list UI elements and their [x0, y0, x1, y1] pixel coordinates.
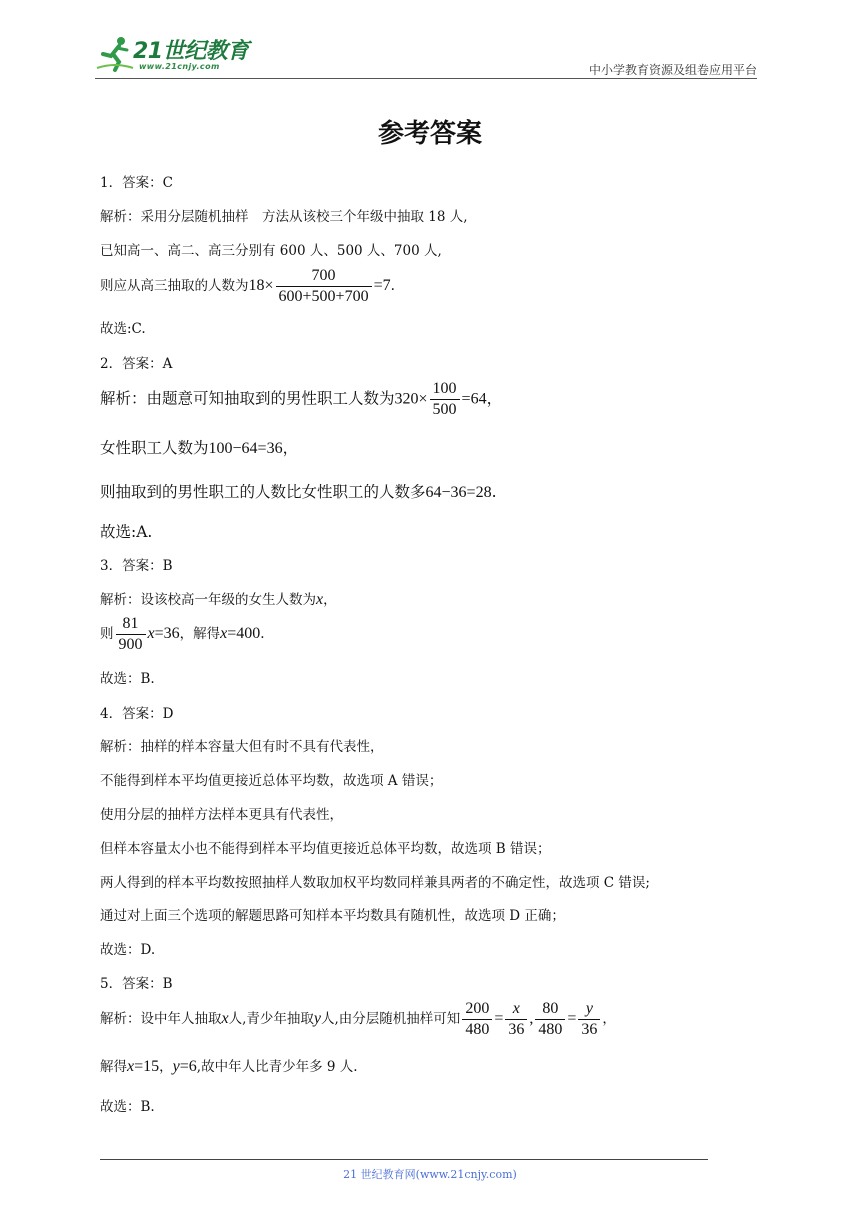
q1-line-3-text: 则应从高三抽取的人数为 [100, 278, 249, 294]
q2-math-a: 320× [394, 390, 428, 408]
q3-line-1-text: 解析：设该校高一年级的女生人数为 [100, 592, 316, 608]
page-title: 参考答案 [377, 119, 482, 149]
q1-numerator: 700 [276, 267, 372, 287]
q5-f2-denominator: 36 [508, 1021, 525, 1038]
q1-fraction [276, 267, 372, 306]
q5-fraction-2 [505, 1000, 527, 1039]
q1-line-3 [100, 267, 395, 306]
q5-text-b: 人,青少年抽取 [228, 1011, 314, 1027]
q5-text-c: 人,由分层随机抽样可知 [321, 1011, 461, 1027]
q3-answer: 3．答案：B [100, 558, 173, 574]
q3-line-2 [100, 615, 265, 654]
q5-line-2-end: ,故中年人比青少年多 9 人. [196, 1059, 358, 1075]
q5-y-value: =6 [179, 1058, 197, 1075]
q3-x2: x [220, 625, 228, 642]
q1-math-b: =7 [373, 277, 391, 294]
q2-line-3 [100, 482, 497, 503]
site-logo [95, 34, 265, 78]
q3-line-2-end: . [260, 626, 265, 642]
q5-text-a: 解析：设中年人抽取 [100, 1011, 222, 1027]
q1-denominator: 600+500+700 [278, 288, 369, 305]
runner-icon [95, 34, 135, 74]
q4-line-5: 两人得到的样本平均数按照抽样人数取加权平均数同样兼具两者的不确定性，故选项 C 错误; [100, 875, 650, 891]
q2-line-1-end: ， [486, 389, 503, 408]
q3-eq: =36 [154, 625, 180, 642]
q2-line-2-math: 100−64=36 [208, 440, 283, 457]
q2-line-2-text: 女性职工人数为 [100, 439, 209, 457]
q5-line-2-a: 解得 [100, 1059, 127, 1075]
q5-fraction-1 [462, 1000, 492, 1039]
platform-name: 中小学教育资源及组卷应用平台 [588, 63, 757, 77]
q5-f3-denominator: 480 [538, 1021, 563, 1038]
q2-line-2 [100, 438, 298, 459]
q2-line-1-text: 解析：由题意可知抽取到的男性职工人数为 [100, 389, 395, 408]
logo-text: 21世纪教育 [133, 39, 249, 64]
q5-f1-numerator: 200 [462, 1000, 492, 1020]
q5-f4-denominator: 36 [581, 1021, 598, 1038]
q5-line-2 [100, 1057, 358, 1077]
logo-url: www.21cnjy.com [139, 62, 220, 71]
q5-f2-numerator: x [505, 1000, 527, 1020]
q5-fraction-3 [535, 1000, 565, 1039]
q2-answer: 2．答案：A [100, 356, 173, 372]
q2-line-2-end: ， [282, 439, 299, 457]
q3-line-2-mid: ，解得 [179, 626, 221, 642]
q5-x: x [127, 1058, 135, 1075]
q5-y: y [172, 1058, 180, 1075]
q1-result: 故选:C. [100, 321, 146, 337]
q5-f3-numerator: 80 [535, 1000, 565, 1020]
q2-line-1 [100, 380, 502, 419]
footer-text: 21 世纪教育网(www.21cnjy.com) [343, 1168, 517, 1181]
q5-f1-denominator: 480 [465, 1021, 490, 1038]
footer-divider [100, 1159, 708, 1160]
q1-line-1: 解析：采用分层随机抽样 方法从该校三个年级中抽取 18 人, [100, 209, 468, 225]
q3-x: x [147, 625, 155, 642]
header-divider [95, 78, 757, 79]
q2-denominator: 500 [432, 401, 457, 418]
q1-answer: 1．答案：C [100, 175, 173, 191]
q5-answer: 5．答案：B [100, 976, 173, 992]
q3-fraction [116, 615, 146, 654]
q2-line-3-end: . [491, 483, 497, 501]
page-header [95, 30, 757, 80]
q5-var-y: y [313, 1010, 322, 1027]
q3-result: 故选：B. [100, 671, 155, 687]
q3-var-x: x [316, 591, 324, 608]
q3-numerator: 81 [116, 615, 146, 635]
q5-line-2-sep: ， [159, 1059, 173, 1075]
q5-line-1 [100, 1000, 616, 1039]
q4-line-2: 不能得到样本平均值更接近总体平均数，故选项 A 错误； [100, 773, 443, 789]
q4-line-3: 使用分层的抽样方法样本更具有代表性， [100, 807, 343, 823]
q3-line-2-pre: 则 [100, 626, 114, 642]
q5-f4-numerator: y [578, 1000, 600, 1020]
q2-numerator: 100 [430, 380, 460, 400]
q5-line-1-end: ， [602, 1011, 616, 1027]
q4-line-4: 但样本容量太小也不能得到样本平均值更接近总体平均数，故选项 B 错误； [100, 841, 551, 857]
q4-line-6: 通过对上面三个选项的解题思路可知样本平均数具有随机性，故选项 D 正确； [100, 908, 565, 924]
q3-line-1 [100, 590, 337, 610]
q1-math-a: 18× [248, 277, 274, 294]
q5-sep: , [529, 1010, 534, 1027]
q4-answer: 4．答案：D [100, 706, 174, 722]
q4-result: 故选：D. [100, 942, 156, 958]
q1-line-3-end: . [390, 278, 395, 294]
q5-var-x: x [221, 1010, 229, 1027]
q5-eq-1: = [494, 1010, 504, 1027]
q2-line-3-text: 则抽取到的男性职工的人数比女性职工的人数多 [100, 483, 426, 501]
q2-math-b: =64 [461, 390, 487, 408]
q1-line-2: 已知高一、高二、高三分别有 600 人、500 人、700 人, [100, 243, 442, 259]
q2-line-3-math: 64−36=28 [425, 484, 492, 501]
q2-fraction [430, 380, 460, 419]
q4-line-1: 解析：抽样的样本容量大但有时不具有代表性， [100, 739, 384, 755]
q5-x-value: =15 [134, 1058, 160, 1075]
q5-fraction-4 [578, 1000, 600, 1039]
q5-eq-2: = [567, 1010, 577, 1027]
q3-line-1-end: ， [323, 592, 337, 608]
q2-result: 故选:A. [100, 523, 153, 541]
q3-denominator: 900 [118, 636, 143, 653]
q5-result: 故选：B. [100, 1099, 155, 1115]
q3-val: =400 [227, 625, 261, 642]
